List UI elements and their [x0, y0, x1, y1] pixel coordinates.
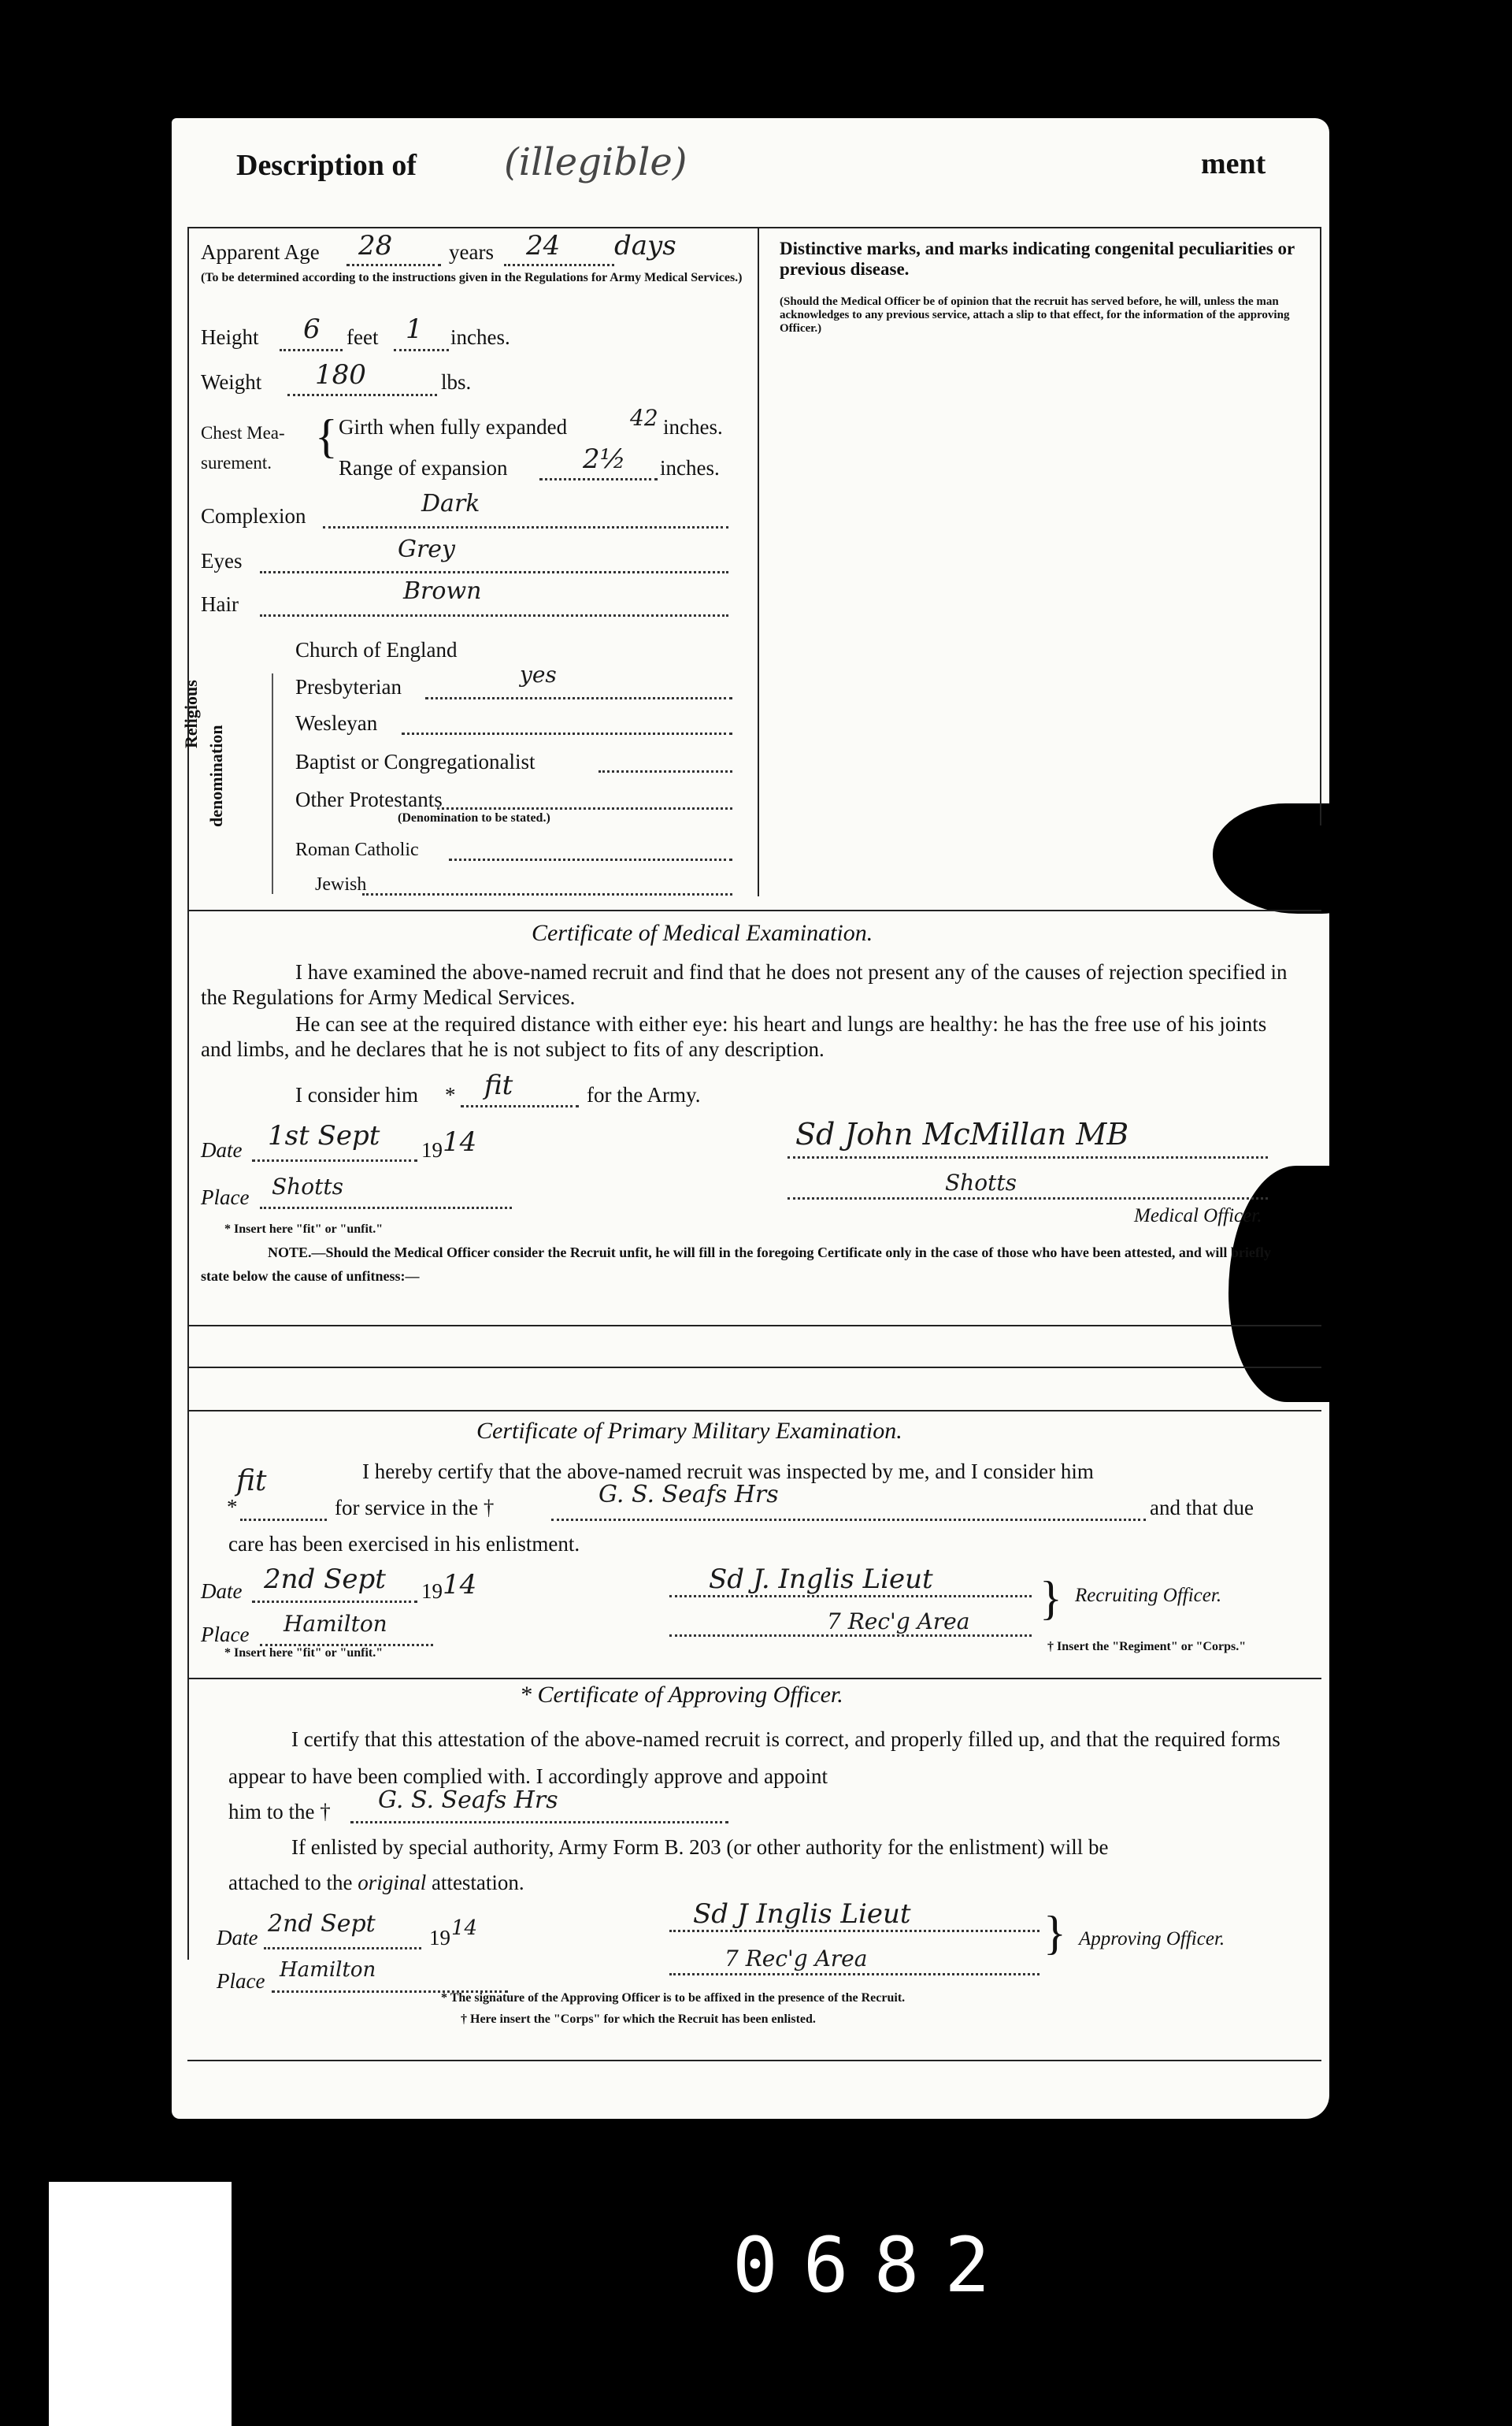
dotted-line — [437, 807, 732, 810]
medical-signature-place: Shotts — [945, 1170, 1017, 1196]
chest-label: surement. — [201, 453, 272, 473]
place-label: Place — [201, 1185, 250, 1209]
religion-presbyterian: Presbyterian — [295, 675, 402, 699]
dotted-line — [252, 1601, 417, 1603]
military-line-1: I hereby certify that the above-named recruit was inspected by me, and I consider him — [362, 1460, 1094, 1483]
approving-signature-unit: 7 Rec'g Area — [724, 1946, 868, 1972]
insert-note: * Insert here "fit" or "unfit." — [224, 1646, 384, 1660]
approving-note-2: † Here insert the "Corps" for which the Recruit has been enlisted. — [461, 2012, 816, 2026]
dotted-line — [669, 1595, 1032, 1597]
dotted-line — [402, 733, 732, 735]
brace: } — [1043, 1907, 1066, 1959]
place-label: Place — [201, 1623, 250, 1646]
dotted-line — [252, 1159, 417, 1162]
dotted-line — [669, 1930, 1040, 1932]
lbs-label: lbs. — [441, 370, 472, 394]
film-marker — [49, 2182, 232, 2426]
military-service-value: G. S. Seafs Hrs — [598, 1481, 779, 1508]
presbyterian-value: yes — [520, 662, 557, 688]
dotted-line — [264, 1947, 421, 1949]
header-title-right: ment — [1201, 147, 1266, 180]
year-prefix: 19 — [421, 1579, 443, 1603]
weight-label: Weight — [201, 370, 262, 394]
approving-date-value: 2nd Sept — [268, 1910, 376, 1938]
section-rule — [187, 1678, 1321, 1679]
place-label: Place — [217, 1969, 265, 1993]
attached-text: attached to the — [228, 1871, 353, 1894]
service-prefix: for service in the † — [335, 1496, 495, 1519]
inches-label: inches. — [450, 325, 510, 349]
asterisk: * — [445, 1083, 456, 1107]
medical-footnote: NOTE.—Should the Medical Officer consider the Recruit unfit, he will fill in the foregoing Certificate only in the case of those who have been attested, and will briefly state below the cause of unfitness:— — [201, 1245, 1271, 1284]
corps-note: † Insert the "Regiment" or "Corps." — [1047, 1640, 1247, 1653]
frame-number: 0682 — [732, 2221, 1016, 2309]
dotted-line — [394, 349, 449, 351]
medical-date-value: 1st Sept — [268, 1120, 380, 1152]
dotted-line — [788, 1197, 1268, 1200]
military-fit-value: fit — [236, 1465, 267, 1497]
approving-place-value: Hamilton — [280, 1958, 376, 1982]
eyes-label: Eyes — [201, 549, 243, 573]
asterisk: * — [227, 1495, 238, 1519]
recruiting-officer-signature: Sd J. Inglis Lieut — [709, 1564, 933, 1595]
dotted-line — [346, 264, 441, 266]
approving-year-value: 14 — [451, 1916, 478, 1940]
medical-place-value: Shotts — [272, 1174, 343, 1200]
dotted-line — [260, 1207, 512, 1209]
height-label: Height — [201, 325, 259, 349]
approving-note-1: * The signature of the Approving Officer is to be affixed in the presence of the Recruit. — [441, 1991, 906, 2005]
hair-label: Hair — [201, 592, 239, 616]
range-label: Range of expansion — [339, 456, 508, 480]
distinctive-marks-note: (Should the Medical Officer be of opinion that the recruit has served before, he will, unless the man acknowledges to any previous service, attach a slip to that effect, for the information of the approving Officer.) — [780, 295, 1290, 335]
chest-label: Chest Mea- — [201, 423, 285, 443]
religion-baptist: Baptist or Congregationalist — [295, 750, 536, 773]
dotted-line — [788, 1156, 1268, 1159]
section-rule — [187, 1367, 1321, 1368]
medical-para-2: He can see at the required distance with either eye: his heart and lungs are healthy: he has the free use of his joints and limbs, and he declares that he is not subject to fits of any description. — [201, 1012, 1267, 1061]
medical-officer-label: Medical Officer. — [1134, 1205, 1262, 1226]
religion-side-label: denomination — [206, 725, 226, 827]
top-rule — [187, 227, 1321, 228]
consider-suffix: for the Army. — [587, 1083, 701, 1107]
distinctive-marks-title: Distinctive marks, and marks indicating congenital peculiarities or previous disease. — [780, 239, 1295, 279]
age-note: (To be determined according to the instructions given in the Regulations for Army Medical Services.) — [201, 271, 743, 284]
year-prefix: 19 — [429, 1926, 450, 1949]
denomination-note: (Denomination to be stated.) — [398, 811, 550, 825]
dotted-line — [280, 349, 343, 351]
height-feet-value: 6 — [303, 313, 321, 345]
eyes-value: Grey — [398, 536, 456, 563]
feet-label: feet — [346, 325, 379, 349]
insert-note: * Insert here "fit" or "unfit." — [224, 1222, 384, 1236]
dotted-line — [669, 1973, 1040, 1975]
column-divider — [758, 227, 759, 896]
right-rule — [1320, 227, 1321, 825]
height-inches-value: 1 — [406, 313, 423, 345]
date-label: Date — [201, 1138, 243, 1162]
religion-jewish: Jewish — [315, 874, 367, 895]
girth-label: Girth when fully expanded — [339, 415, 568, 439]
dotted-line — [425, 697, 732, 699]
religion-roman-catholic: Roman Catholic — [295, 840, 419, 860]
attestation-text: attestation. — [431, 1871, 524, 1894]
approving-officer-label: Approving Officer. — [1079, 1928, 1225, 1949]
approving-appoint-value: G. S. Seafs Hrs — [378, 1786, 558, 1814]
religion-wesleyan: Wesleyan — [295, 711, 378, 735]
medical-officer-signature: Sd John McMillan MB — [795, 1117, 1129, 1152]
approving-para-2b — [228, 1871, 524, 1895]
section-rule — [187, 910, 1321, 911]
date-label: Date — [201, 1579, 243, 1603]
dotted-line — [598, 770, 732, 773]
approving-officer-signature: Sd J Inglis Lieut — [693, 1898, 911, 1930]
original-text: original — [358, 1871, 427, 1894]
dotted-line — [551, 1519, 1146, 1521]
recruiting-officer-label: Recruiting Officer. — [1075, 1585, 1222, 1606]
section-rule — [187, 1325, 1321, 1326]
medical-cert-title: Certificate of Medical Examination. — [532, 920, 873, 946]
dotted-line — [260, 614, 728, 617]
header-title: Description of — [236, 149, 417, 182]
religion-church-of-england: Church of England — [295, 638, 458, 662]
approving-para-1: I certify that this attestation of the above-named recruit is correct, and properly filled up, and that the required forms appear to have been complied with. I accordingly approve and appoint — [228, 1727, 1280, 1788]
range-value: 2½ — [583, 443, 626, 475]
dotted-line — [260, 571, 728, 573]
appoint-prefix: him to the † — [228, 1800, 331, 1823]
complexion-label: Complexion — [201, 504, 306, 528]
medical-year-value: 14 — [443, 1126, 477, 1158]
military-year-value: 14 — [443, 1569, 477, 1601]
complexion-value: Dark — [421, 490, 480, 517]
dotted-line — [539, 478, 658, 480]
dotted-line — [449, 859, 732, 861]
brace: { — [315, 410, 338, 462]
military-cert-title: Certificate of Primary Military Examination. — [476, 1418, 902, 1444]
range-unit: inches. — [660, 456, 720, 480]
approving-cert-title: * Certificate of Approving Officer. — [520, 1682, 843, 1708]
religion-side-label: Religious — [181, 680, 201, 748]
section-rule — [187, 1410, 1321, 1411]
brace: } — [1040, 1572, 1062, 1624]
dotted-line — [669, 1634, 1032, 1637]
dotted-line — [362, 893, 732, 896]
service-suffix: and that due — [1150, 1496, 1254, 1519]
apparent-age-label: Apparent Age — [201, 240, 320, 264]
consider-prefix: I consider him — [295, 1083, 418, 1107]
days-label: days — [614, 230, 676, 262]
dotted-line — [323, 526, 728, 529]
left-rule — [187, 227, 189, 1960]
military-date-value: 2nd Sept — [264, 1564, 386, 1595]
religion-other-protestants: Other Protestants — [295, 788, 443, 811]
dotted-line — [504, 264, 614, 266]
dotted-line — [240, 1519, 327, 1521]
medical-fit-value: fit — [484, 1070, 513, 1101]
years-label: years — [449, 240, 494, 264]
date-label: Date — [217, 1926, 258, 1949]
dotted-line — [350, 1821, 728, 1823]
hair-value: Brown — [403, 577, 482, 605]
girth-value: 42 — [630, 405, 658, 431]
age-years-value: 28 — [358, 230, 393, 262]
military-place-value: Hamilton — [284, 1611, 387, 1637]
girth-unit: inches. — [663, 415, 723, 439]
approving-para-2: If enlisted by special authority, Army Form B. 203 (or other authority for the enlistment) will be — [291, 1835, 1109, 1859]
bottom-rule — [187, 2060, 1321, 2061]
religion-brace — [272, 673, 273, 894]
dotted-line — [461, 1105, 579, 1107]
age-days-value: 24 — [526, 230, 561, 262]
recruiting-signature-unit: 7 Rec'g Area — [827, 1608, 970, 1634]
year-prefix: 19 — [421, 1138, 443, 1162]
military-line-3: care has been exercised in his enlistment. — [228, 1532, 580, 1556]
medical-para-1: I have examined the above-named recruit and find that he does not present any of the causes of rejection specified in the Regulations for Army Medical Services. — [201, 960, 1288, 1009]
weight-value: 180 — [315, 359, 366, 391]
header-title-handwriting: (illegible) — [504, 140, 687, 184]
dotted-line — [287, 394, 437, 396]
